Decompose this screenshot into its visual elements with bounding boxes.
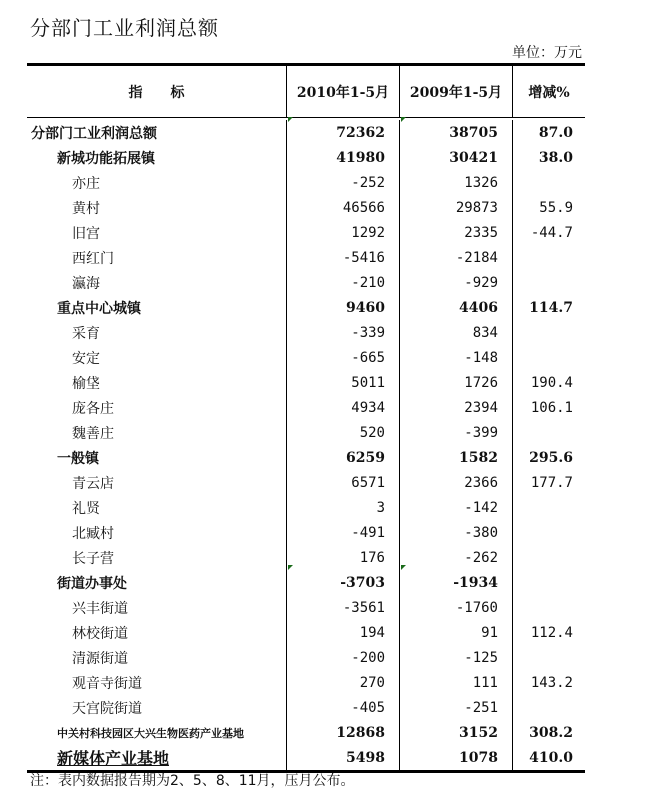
value-2009: -142 [400,495,513,520]
table-row [27,620,585,645]
value-2009: 30421 [400,145,513,170]
table-row [27,720,585,745]
value-2010: 4934 [287,395,400,420]
change-percent [513,695,585,720]
change-percent: 112.4 [530,624,573,641]
value-2009: 2366 [400,470,513,495]
change-percent: 106.1 [530,399,573,416]
value-2010: -405 [287,695,400,720]
value-2009: 834 [400,320,513,345]
value-2009: -2184 [400,245,513,270]
header-2009: 2009年1-5月 [400,66,513,117]
value-2009: 1582 [400,445,513,470]
row-name: 黄村 [27,195,287,220]
row-name: 街道办事处 [27,570,287,595]
change-percent [513,345,585,370]
row-name: 清源街道 [27,645,287,670]
change-percent [513,570,585,595]
header-indicator: 指标 [27,66,287,117]
value-2010: -339 [287,320,400,345]
change-percent [513,170,585,195]
value-2010: -5416 [287,245,400,270]
table-row [27,145,585,170]
row-name: 瀛海 [27,270,287,295]
value-2010: 194 [287,620,400,645]
change-percent [513,320,585,345]
value-2009: -262 [400,545,513,570]
value-2010: -210 [287,270,400,295]
value-2010: 270 [287,670,400,695]
table-row [27,695,585,720]
footnote: 注：表内数据报告期为2、5、8、11月，压月公布。 [30,773,355,789]
table-row [27,595,585,620]
row-name: 观音寺街道 [27,670,287,695]
row-name: 天宫院街道 [27,695,287,720]
value-2009: 4406 [400,295,513,320]
table-row [27,745,585,770]
change-percent [513,245,585,270]
table-row [27,470,585,495]
value-2009: -148 [400,345,513,370]
table-row [27,245,585,270]
cell-marker-icon [288,117,293,122]
change-percent [513,595,585,620]
row-name: 青云店 [27,470,287,495]
header-2010: 2010年1-5月 [287,66,400,117]
row-name: 新城功能拓展镇 [27,145,287,170]
row-name: 安定 [27,345,287,370]
row-name: 新媒体产业基地 [27,745,287,770]
value-2009: -1760 [400,595,513,620]
row-name: 一般镇 [27,445,287,470]
change-percent [513,545,585,570]
cell-marker-icon [401,117,406,122]
table-row [27,570,585,595]
cell-marker-icon [401,565,406,570]
change-percent [513,645,585,670]
value-2010: 41980 [287,145,400,170]
value-2009: -251 [400,695,513,720]
row-name: 林校街道 [27,620,287,645]
table-row [27,295,585,320]
row-name: 中关村科技园区大兴生物医药产业基地 [27,720,287,745]
change-percent [513,420,585,445]
value-2009: 1078 [400,745,513,770]
row-name: 西红门 [27,245,287,270]
header-change: 增减% [528,84,570,101]
value-2010: 12868 [287,720,400,745]
row-name: 长子营 [27,545,287,570]
row-name: 重点中心城镇 [27,295,287,320]
page-title: 分部门工业利润总额 [30,16,219,40]
change-percent: 38.0 [538,149,573,166]
table-row [27,520,585,545]
row-name: 北臧村 [27,520,287,545]
value-2009: -929 [400,270,513,295]
change-percent: 87.0 [538,124,573,141]
change-percent: 308.2 [529,724,573,741]
row-name: 礼贤 [27,495,287,520]
row-name: 榆垡 [27,370,287,395]
change-percent: 177.7 [530,474,573,491]
row-name: 分部门工业利润总额 [27,120,287,145]
table-row [27,495,585,520]
cell-marker-icon [288,565,293,570]
table-row [27,670,585,695]
value-2010: -3703 [287,570,400,595]
profit-table [27,63,585,773]
table-row [27,320,585,345]
value-2010: 46566 [287,195,400,220]
table-header [27,66,585,118]
row-name: 采育 [27,320,287,345]
row-name: 庞各庄 [27,395,287,420]
value-2009: 91 [400,620,513,645]
value-2009: -1934 [400,570,513,595]
row-name: 亦庄 [27,170,287,195]
value-2010: 520 [287,420,400,445]
row-name: 旧宫 [27,220,287,245]
table-row [27,220,585,245]
change-percent [513,270,585,295]
change-percent: 114.7 [529,299,573,316]
value-2010: 6259 [287,445,400,470]
change-percent: 143.2 [530,674,573,691]
value-2010: -3561 [287,595,400,620]
table-row [27,370,585,395]
value-2009: -125 [400,645,513,670]
table-row [27,445,585,470]
change-percent: -44.7 [530,224,573,241]
table-row [27,645,585,670]
row-name: 魏善庄 [27,420,287,445]
table-row [27,345,585,370]
table-row [27,120,585,145]
change-percent: 410.0 [529,749,573,766]
value-2010: -491 [287,520,400,545]
value-2009: 1326 [400,170,513,195]
value-2010: -252 [287,170,400,195]
row-name: 兴丰街道 [27,595,287,620]
value-2009: 29873 [400,195,513,220]
table-row [27,395,585,420]
table-row [27,420,585,445]
value-2009: 38705 [400,120,513,145]
table-row [27,270,585,295]
value-2010: 5011 [287,370,400,395]
value-2009: 1726 [400,370,513,395]
change-percent [513,495,585,520]
value-2009: 111 [400,670,513,695]
table-row [27,195,585,220]
value-2009: 2335 [400,220,513,245]
value-2009: -399 [400,420,513,445]
value-2010: 9460 [287,295,400,320]
table-row [27,545,585,570]
value-2010: 6571 [287,470,400,495]
value-2009: 2394 [400,395,513,420]
change-percent: 295.6 [529,449,573,466]
change-percent: 55.9 [539,199,573,216]
table-body [27,118,585,770]
change-percent [513,520,585,545]
value-2009: 3152 [400,720,513,745]
value-2010: 72362 [287,120,400,145]
value-2010: -200 [287,645,400,670]
value-2010: 5498 [287,745,400,770]
value-2010: 3 [287,495,400,520]
value-2010: 176 [287,545,400,570]
table-row [27,170,585,195]
value-2010: 1292 [287,220,400,245]
value-2010: -665 [287,345,400,370]
unit-label: 单位：万元 [512,45,582,61]
change-percent: 190.4 [530,374,573,391]
value-2009: -380 [400,520,513,545]
